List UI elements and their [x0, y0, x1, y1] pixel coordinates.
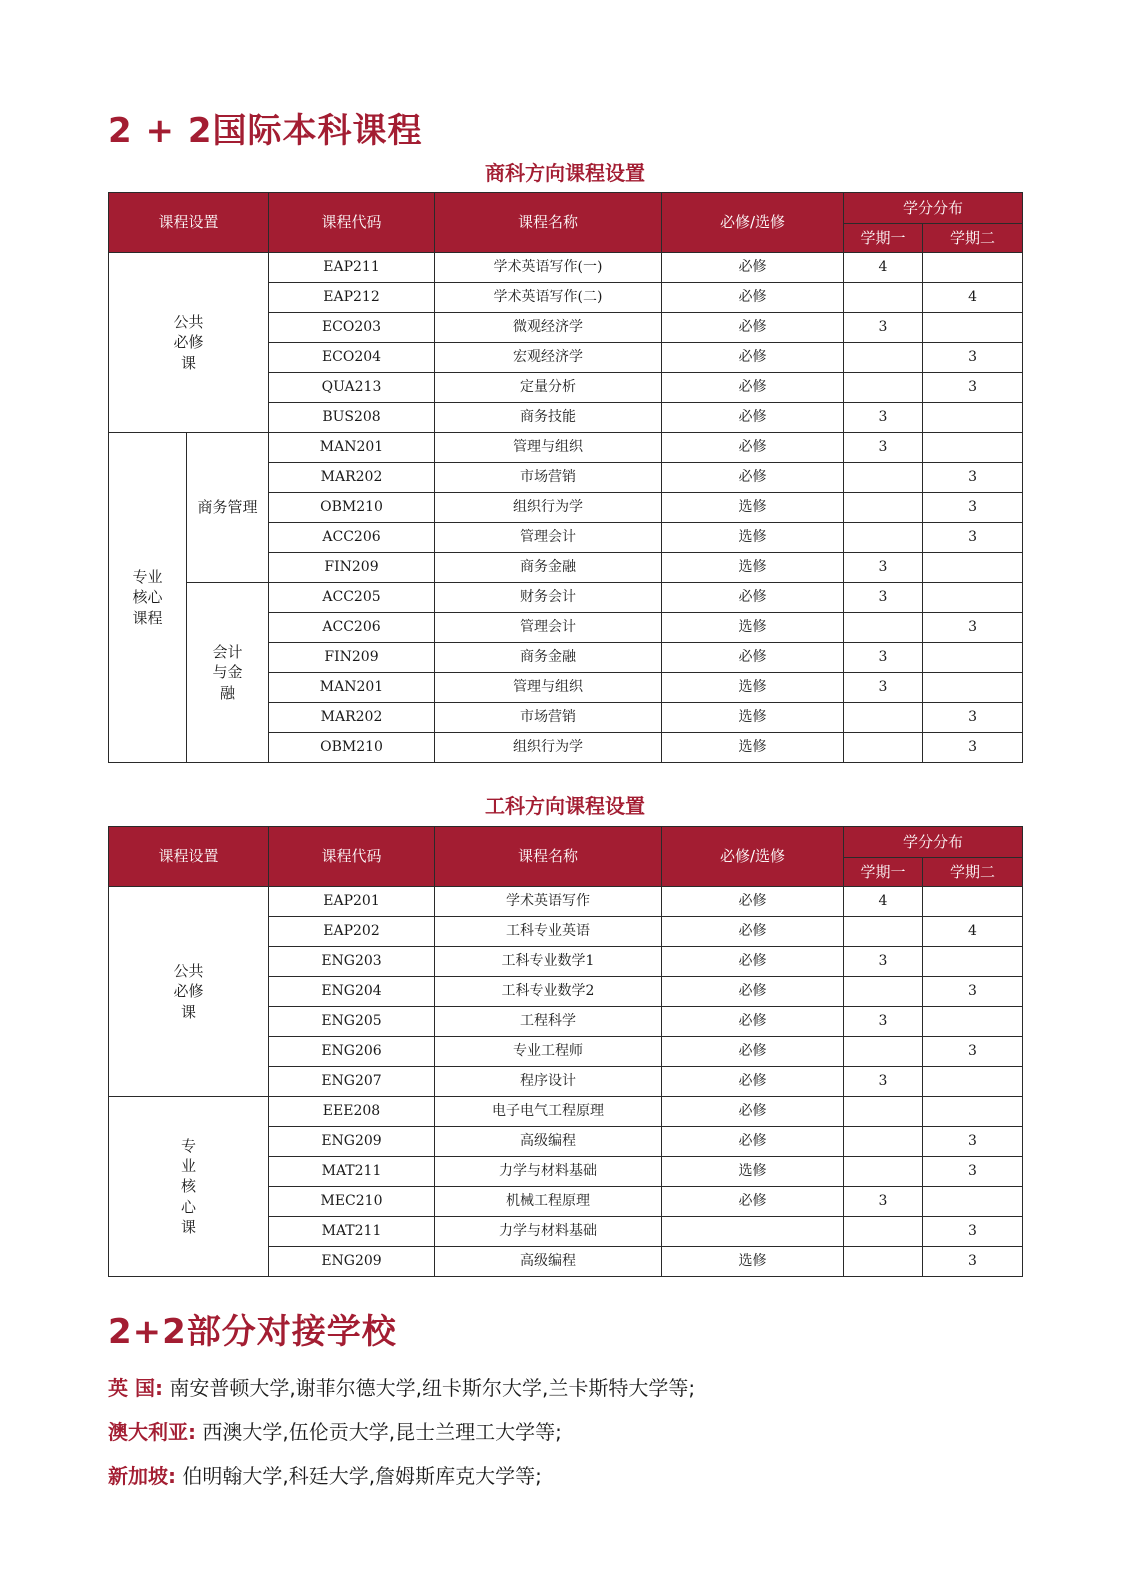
required-elective-cell: 必修 — [662, 1067, 844, 1097]
course-code-cell: MAR202 — [269, 703, 435, 733]
semester-1-credit-cell — [844, 917, 923, 947]
course-code-cell: ENG209 — [269, 1127, 435, 1157]
semester-2-credit-cell: 3 — [923, 977, 1023, 1007]
subgroup-business-management: 商务管理 — [187, 433, 269, 583]
semester-1-credit-cell — [844, 493, 923, 523]
semester-2-credit-cell: 3 — [923, 703, 1023, 733]
semester-1-credit-cell: 必修 — [662, 433, 844, 463]
semester-2-credit-cell — [923, 553, 1023, 583]
semester-2-credit-cell: 3 — [923, 1127, 1023, 1157]
semester-2-credit-cell: 3 — [923, 493, 1023, 523]
semester-2-credit-cell — [923, 1007, 1023, 1037]
header-course-setting: 课程设置 — [109, 827, 269, 887]
required-elective-cell: 必修 — [662, 917, 844, 947]
semester-2-credit-cell — [923, 313, 1023, 343]
semester-2-credit-cell — [923, 583, 1023, 613]
required-elective-cell: 必修 — [662, 313, 844, 343]
semester-1-credit-cell — [844, 977, 923, 1007]
header-credit-distribution: 学分分布 — [844, 827, 1023, 858]
course-code-cell: ECO204 — [269, 343, 435, 373]
required-elective-cell: 必修 — [662, 1007, 844, 1037]
group-public-required: 公共必修课 — [109, 887, 269, 1097]
required-elective-cell: 必修 — [662, 253, 844, 283]
course-code-cell: MEC210 — [269, 1187, 435, 1217]
required-elective-cell: 必修 — [662, 403, 844, 433]
course-code-cell: EAP212 — [269, 283, 435, 313]
semester-1-credit-cell: 3 — [844, 947, 923, 977]
required-elective-cell: 必修 — [662, 1097, 844, 1127]
semester-1-credit-cell — [844, 1037, 923, 1067]
course-code-cell: EAP201 — [269, 887, 435, 917]
semester-2-credit-cell: 3 — [923, 523, 1023, 553]
table-cell — [923, 433, 1023, 463]
semester-2-credit-cell — [923, 643, 1023, 673]
course-name-cell: 工科专业数学1 — [435, 947, 662, 977]
course-code-cell: ACC206 — [269, 613, 435, 643]
course-code-cell: ENG206 — [269, 1037, 435, 1067]
group-professional-core: 专业核心课程 — [109, 433, 187, 763]
semester-1-credit-cell: 4 — [844, 887, 923, 917]
group-professional-core: 专业核心课 — [109, 1097, 269, 1277]
semester-1-credit-cell — [844, 1097, 923, 1127]
semester-2-credit-cell: 3 — [923, 1247, 1023, 1277]
course-name-cell: 市场营销 — [435, 703, 662, 733]
subgroup-accounting-finance: 会计与金融 — [187, 583, 269, 763]
course-code-cell: FIN209 — [269, 643, 435, 673]
course-name-cell: 商务金融 — [435, 643, 662, 673]
semester-2-credit-cell: 3 — [923, 1037, 1023, 1067]
semester-1-credit-cell: 3 — [844, 583, 923, 613]
course-name-cell: 工程科学 — [435, 1007, 662, 1037]
course-name-cell: 管理与组织 — [435, 673, 662, 703]
course-code-cell: ENG203 — [269, 947, 435, 977]
semester-1-credit-cell: 3 — [844, 553, 923, 583]
semester-2-credit-cell: 3 — [923, 733, 1023, 763]
semester-1-credit-cell — [844, 733, 923, 763]
course-code-cell: EAP211 — [269, 253, 435, 283]
table-row — [109, 887, 1023, 917]
school-line-singapore — [108, 1460, 542, 1489]
table-row — [109, 583, 1023, 613]
course-code-cell: ENG204 — [269, 977, 435, 1007]
semester-2-credit-cell: 3 — [923, 613, 1023, 643]
semester-2-credit-cell — [923, 947, 1023, 977]
semester-1-credit-cell — [844, 613, 923, 643]
table-row — [109, 253, 1023, 283]
table-row — [109, 1097, 1023, 1127]
course-name-cell: 工科专业数学2 — [435, 977, 662, 1007]
required-elective-cell: 必修 — [662, 977, 844, 1007]
required-elective-cell: 选修 — [662, 523, 844, 553]
course-code-cell: ENG207 — [269, 1067, 435, 1097]
required-elective-cell: 必修 — [662, 283, 844, 313]
semester-1-credit-cell — [844, 703, 923, 733]
semester-2-credit-cell — [923, 673, 1023, 703]
semester-1-credit-cell — [844, 1157, 923, 1187]
course-name-cell: 组织行为学 — [435, 493, 662, 523]
header-course-setting: 课程设置 — [109, 193, 269, 253]
country-label: 澳大利亚: — [108, 1420, 196, 1444]
course-name-cell: 程序设计 — [435, 1067, 662, 1097]
semester-1-credit-cell — [844, 343, 923, 373]
course-code-cell: MAT211 — [269, 1157, 435, 1187]
course-name-cell: 宏观经济学 — [435, 343, 662, 373]
semester-2-credit-cell — [923, 887, 1023, 917]
semester-2-credit-cell — [923, 403, 1023, 433]
header-course-code: 课程代码 — [269, 193, 435, 253]
semester-2-credit-cell: 4 — [923, 283, 1023, 313]
business-table-caption: 商科方向课程设置 — [485, 161, 645, 185]
semester-1-credit-cell: 3 — [844, 673, 923, 703]
course-name-cell: 市场营销 — [435, 463, 662, 493]
page-title: 2 + 2国际本科课程 — [108, 111, 423, 151]
required-elective-cell: 必修 — [662, 1127, 844, 1157]
header-course-name: 课程名称 — [435, 827, 662, 887]
partner-schools-title: 2+2部分对接学校 — [108, 1312, 397, 1352]
semester-1-credit-cell — [844, 1247, 923, 1277]
course-code-cell: MAR202 — [269, 463, 435, 493]
group-public-required: 公共必修课 — [109, 253, 269, 433]
semester-1-credit-cell — [844, 463, 923, 493]
semester-1-credit-cell: 4 — [844, 253, 923, 283]
course-code-cell: FIN209 — [269, 553, 435, 583]
required-elective-cell: 选修 — [662, 1157, 844, 1187]
header-course-code: 课程代码 — [269, 827, 435, 887]
course-code-cell: MAN201 — [269, 673, 435, 703]
course-code-cell: OBM210 — [269, 493, 435, 523]
header-required-elective: 必修/选修 — [662, 827, 844, 887]
semester-2-credit-cell: 3 — [844, 433, 923, 463]
course-name-cell: 专业工程师 — [435, 1037, 662, 1067]
header-required-elective: 必修/选修 — [662, 193, 844, 253]
semester-1-credit-cell: 3 — [844, 1187, 923, 1217]
required-elective-cell: 选修 — [662, 493, 844, 523]
header-semester-2: 学期二 — [923, 858, 1023, 887]
required-elective-cell: 选修 — [662, 553, 844, 583]
course-name-cell: 工科专业英语 — [435, 917, 662, 947]
semester-2-credit-cell: 3 — [923, 343, 1023, 373]
course-code-cell: ACC206 — [269, 523, 435, 553]
course-code-cell: ACC205 — [269, 583, 435, 613]
semester-1-credit-cell — [844, 1127, 923, 1157]
semester-1-credit-cell: 3 — [844, 313, 923, 343]
course-code-cell: MAT211 — [269, 1217, 435, 1247]
semester-1-credit-cell — [844, 283, 923, 313]
required-elective-cell: 选修 — [662, 613, 844, 643]
course-name-cell: 机械工程原理 — [435, 1187, 662, 1217]
semester-1-credit-cell: 3 — [844, 1067, 923, 1097]
semester-2-credit-cell — [923, 253, 1023, 283]
school-list: 西澳大学,伍伦贡大学,昆士兰理工大学等; — [202, 1420, 562, 1444]
course-name-cell: 管理会计 — [435, 523, 662, 553]
required-elective-cell: 选修 — [662, 733, 844, 763]
course-name-cell: 商务技能 — [435, 403, 662, 433]
course-name-cell: 电子电气工程原理 — [435, 1097, 662, 1127]
semester-1-credit-cell — [844, 1217, 923, 1247]
required-elective-cell: 必修 — [662, 1187, 844, 1217]
course-name-cell: 高级编程 — [435, 1127, 662, 1157]
semester-2-credit-cell: 4 — [923, 917, 1023, 947]
school-line-australia — [108, 1416, 562, 1445]
course-code-cell: ECO203 — [269, 313, 435, 343]
course-name-cell: 商务金融 — [435, 553, 662, 583]
required-elective-cell: 必修 — [662, 643, 844, 673]
course-name-cell: 定量分析 — [435, 373, 662, 403]
required-elective-cell: 管理与组织 — [435, 433, 662, 463]
course-name-cell: 高级编程 — [435, 1247, 662, 1277]
required-elective-cell: 选修 — [662, 703, 844, 733]
semester-2-credit-cell — [923, 1097, 1023, 1127]
course-code-cell: EEE208 — [269, 1097, 435, 1127]
school-list: 伯明翰大学,科廷大学,詹姆斯库克大学等; — [182, 1464, 542, 1488]
semester-1-credit-cell: 3 — [844, 1007, 923, 1037]
required-elective-cell: 选修 — [662, 1247, 844, 1277]
course-name-cell: 管理会计 — [435, 613, 662, 643]
semester-1-credit-cell — [844, 373, 923, 403]
required-elective-cell: 必修 — [662, 583, 844, 613]
course-name-cell: MAN201 — [269, 433, 435, 463]
required-elective-cell: 必修 — [662, 343, 844, 373]
required-elective-cell — [662, 1217, 844, 1247]
business-course-table — [108, 192, 1023, 763]
semester-2-credit-cell: 3 — [923, 1217, 1023, 1247]
header-semester-1: 学期一 — [844, 224, 923, 253]
header-semester-1: 学期一 — [844, 858, 923, 887]
course-name-cell: 学术英语写作(一) — [435, 253, 662, 283]
semester-1-credit-cell: 3 — [844, 403, 923, 433]
required-elective-cell: 选修 — [662, 673, 844, 703]
semester-1-credit-cell: 3 — [844, 643, 923, 673]
table-row — [109, 433, 1023, 463]
header-semester-2: 学期二 — [923, 224, 1023, 253]
semester-2-credit-cell: 3 — [923, 463, 1023, 493]
school-line-uk — [108, 1372, 695, 1401]
course-name-cell: 学术英语写作 — [435, 887, 662, 917]
course-code-cell: OBM210 — [269, 733, 435, 763]
course-name-cell: 力学与材料基础 — [435, 1217, 662, 1247]
course-name-cell: 组织行为学 — [435, 733, 662, 763]
school-list: 南安普顿大学,谢菲尔德大学,纽卡斯尔大学,兰卡斯特大学等; — [169, 1376, 696, 1400]
course-code-cell: QUA213 — [269, 373, 435, 403]
required-elective-cell: 必修 — [662, 887, 844, 917]
semester-2-credit-cell: 3 — [923, 1157, 1023, 1187]
required-elective-cell: 必修 — [662, 373, 844, 403]
header-course-name: 课程名称 — [435, 193, 662, 253]
required-elective-cell: 必修 — [662, 947, 844, 977]
course-name-cell: 学术英语写作(二) — [435, 283, 662, 313]
required-elective-cell: 必修 — [662, 1037, 844, 1067]
country-label: 新加坡: — [108, 1464, 176, 1488]
course-name-cell: 力学与材料基础 — [435, 1157, 662, 1187]
header-credit-distribution: 学分分布 — [844, 193, 1023, 224]
course-code-cell: ENG205 — [269, 1007, 435, 1037]
course-code-cell: ENG209 — [269, 1247, 435, 1277]
semester-1-credit-cell — [844, 523, 923, 553]
semester-2-credit-cell — [923, 1187, 1023, 1217]
semester-2-credit-cell — [923, 1067, 1023, 1097]
course-code-cell: EAP202 — [269, 917, 435, 947]
semester-2-credit-cell: 3 — [923, 373, 1023, 403]
country-label: 英 国: — [108, 1376, 163, 1400]
course-code-cell: BUS208 — [269, 403, 435, 433]
course-name-cell: 财务会计 — [435, 583, 662, 613]
course-name-cell: 微观经济学 — [435, 313, 662, 343]
required-elective-cell: 必修 — [662, 463, 844, 493]
engineering-table-caption: 工科方向课程设置 — [485, 794, 645, 818]
engineering-course-table — [108, 826, 1023, 1277]
